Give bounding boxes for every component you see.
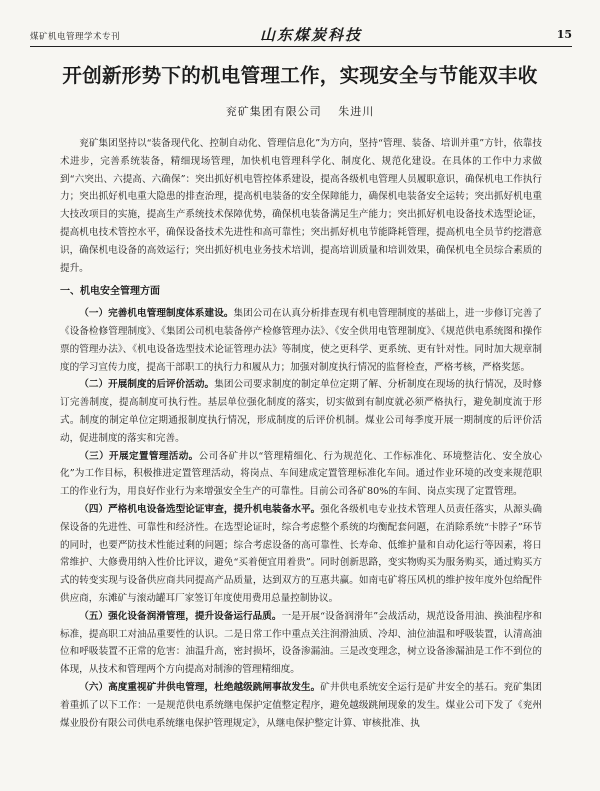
- article-title: 开创新形势下的机电管理工作，实现安全与节能双丰收: [62, 64, 538, 87]
- paragraph-text: 一是开展“设备润滑年”会战活动，规范设备用油、换油程序和标准，提高职工对油品重要性的认识。二是日常工作中重点关注润滑油质、冷却、油位油温和呼吸装置，认清高油位和呼吸装置不正常的危害：油温升高，密封损坏，设备渗漏油。三是改变理念，树立设备渗漏油是工作不到位的体现，从技术和管理两个方向提高对制渗的管理精细度。: [60, 610, 543, 676]
- paragraph-lead: （一）完善机电管理制度体系建设。: [79, 308, 234, 320]
- intro-paragraph: 兖矿集团坚持以“装备现代化、控制自动化、管理信息化”为方向，坚持“管理、装备、培训并重”方针，依靠技术进步，完善系统装备，精细现场管理，加快机电管理科学化、制度化、规范化建设。在具体的工作中力求做到“六突出、六提高、六确保”：突出抓好机电管控体系建设，提高各级机电管理人员履职意识，确保机电工作执行力；突出抓好机电重大隐患的排查治理，提高机电装备的安全保障能力，确保机电装备安全运转；突出抓好机电重大技改项目的实施，提高生产系统技术保障优势，确保机电装备满足生产能力；突出抓好机电设备技术选型论证，提高机电技术管控水平，确保设备技术先进性和高可靠性；突出抓好机电节能降耗管理，提高机电全员节约挖潜意识，确保机电设备的高效运行；突出抓好机电业务技术培训，提高培训质量和培训效果，确保机电全员综合素质的提升。: [60, 138, 542, 274]
- author-affiliation: 兖矿集团有限公司: [225, 105, 322, 118]
- author-name: 朱进川: [338, 105, 375, 118]
- paragraph-text: 强化各级机电专业技术管理人员责任落实，从源头确保设备的先进性、可靠性和经济性。在选型论证时，综合考虑整个系统的均衡配套问题，在消除系统“卡脖子”环节的同时，也要严防技术性能过剩的问题；综合考虑设备的高可靠性、长寿命、低维护量和自动化运行等因素，将日常维护、大修费用纳入性价比评议，避免“买着便宜用着贵”。同时创新思路，变实物购买为服务购买，通过购买方式的转变实现与设备供应商共同提高产品质量，达到双方的互惠共赢。如南屯矿将压风机的维护按年度外包给配件供应商，东滩矿与滚动罐耳厂家签订年度使用费用总量控制协议。: [60, 503, 543, 604]
- section-heading: 一、机电安全管理方面: [60, 286, 160, 298]
- page-number: 15: [556, 28, 572, 41]
- paragraph-text: 公司各矿井以“管理精细化、行为规范化、工作标准化、环境整洁化、安全放心化”为工作目标，积极推进定置管理活动，将岗点、车间建成定置管理标准化车间。通过作业环境的改变来规范职工的作业行为，用良好作业行为来增强安全生产的可靠性。目前公司各矿80%的车间、岗点实现了定置管理。: [60, 450, 543, 498]
- paragraph-2: [60, 376, 542, 447]
- paragraph-5: [60, 608, 542, 679]
- paragraph-text: 集团公司要求制度的制定单位定期了解、分析制度在现场的执行情况，及时修订完善制度，提高制度可执行性。基层单位强化制度的落实，切实做到有制度就必须严格执行，避免制度流于形式。制度的制定单位定期通报制度执行情况，形成制度的后评价机制。煤业公司每季度开展一期制度的后评价活动，促进制度的落实和完善。: [60, 379, 543, 444]
- article-body: [60, 135, 542, 732]
- header-divider: [30, 46, 572, 47]
- paragraph-4: [60, 501, 542, 608]
- paragraph-6: [60, 679, 542, 732]
- paragraph-lead: （四）严格机电设备选型论证审查，提升机电装备水平。: [79, 503, 321, 515]
- paragraph-text: 矿井供电系统安全运行是矿井安全的基石。兖矿集团着重抓了以下工作：一是规范供电系统继电保护定值整定程序，避免越级跳闸现象的发生。煤业公司下发了《兖州煤业股份有限公司供电系统继电保护管理规定》，从继电保护整定计算、审核批准、执: [60, 681, 543, 729]
- paragraph-text: 集团公司在认真分析排查现有机电管理制度的基础上，进一步修订完善了《设备检修管理制度》、《集团公司机电装备停产检修管理办法》、《安全供用电管理制度》、《规范供电系统图和操作票的管理办法》、《机电设备选型技术论证管理办法》等制度，使之更科学、更系统、更有针对性。同时加大规章制度的学习宣传力度，提高干部职工的执行力和履从力；加强对制度执行情况的监督检查，严格考核，严格奖惩。: [60, 308, 543, 373]
- paragraph-lead: （五）强化设备润滑管理，提升设备运行品质。: [79, 610, 282, 622]
- paragraph-1: [60, 305, 542, 376]
- paragraph-lead: （六）高度重视矿井供电管理，杜绝越级跳闸事故发生。: [79, 681, 321, 693]
- running-header: [30, 24, 572, 46]
- paragraph-lead: （二）开展制度的后评价活动。: [79, 379, 215, 391]
- journal-logo-title: 山东煤炭科技: [260, 26, 363, 44]
- paragraph-lead: （三）开展定置管理活动。: [79, 450, 199, 462]
- author-line: [0, 103, 600, 119]
- journal-issue-label: 煤矿机电管理学术专刊: [30, 32, 121, 42]
- paragraph-3: [60, 448, 542, 501]
